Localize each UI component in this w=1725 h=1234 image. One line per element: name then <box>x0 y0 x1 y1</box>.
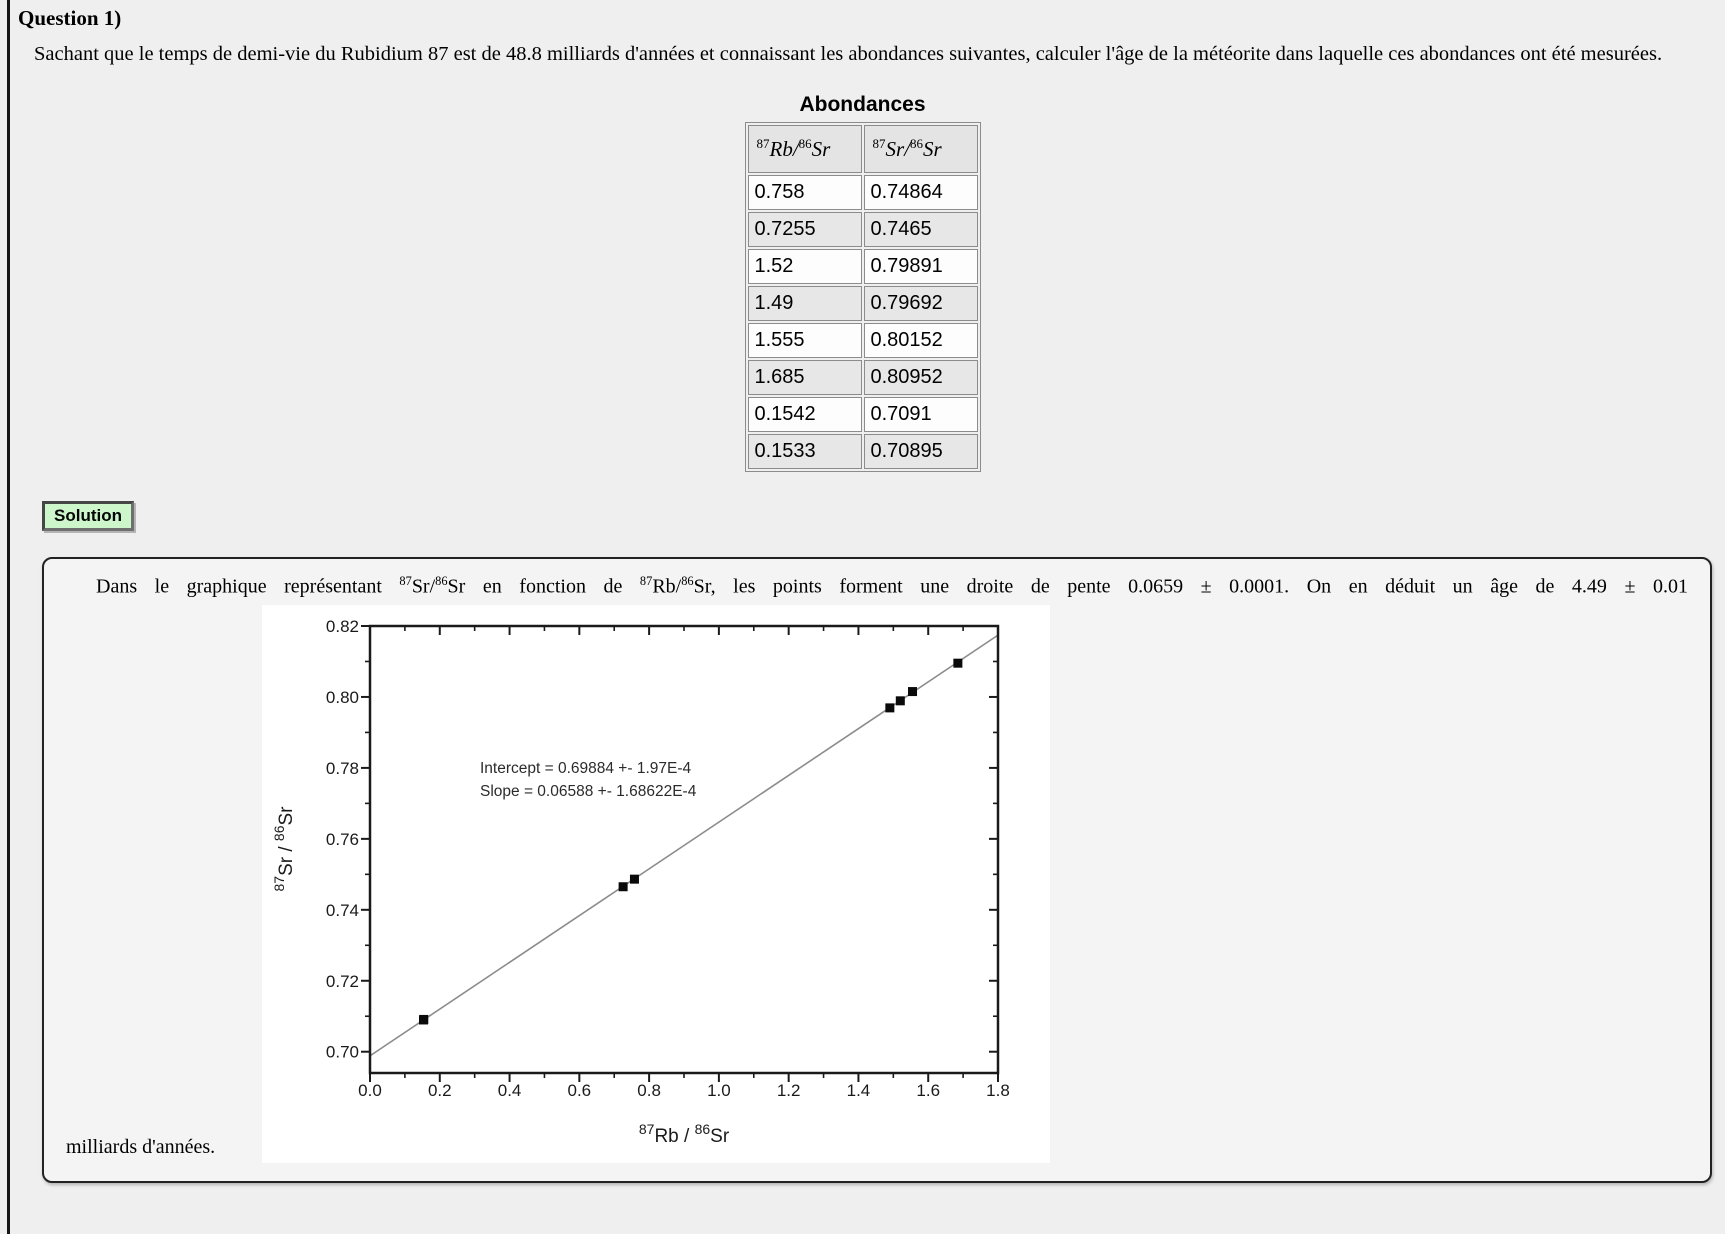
cell-rb: 0.7255 <box>748 212 862 247</box>
svg-text:Slope = 0.06588 +- 1.68622E-4: Slope = 0.06588 +- 1.68622E-4 <box>480 782 697 800</box>
question-text: Sachant que le temps de demi-vie du Rubidium 87 est de 48.8 milliards d'années et connaissant les abondances suivantes, calculer l'âge de la météorite dans laquelle ces abondances ont été mesurées. <box>34 43 1663 65</box>
table-row <box>748 360 978 395</box>
svg-text:0.0: 0.0 <box>358 1080 382 1100</box>
svg-text:87Rb / 86Sr: 87Rb / 86Sr <box>638 1120 730 1147</box>
svg-text:1.8: 1.8 <box>986 1080 1010 1100</box>
svg-text:0.8: 0.8 <box>637 1080 661 1100</box>
col-header-sr86sr: $^{87}$Sr/$^{86}$Sr <box>864 125 978 173</box>
cell-sr: 0.70895 <box>864 434 978 469</box>
solution-panel <box>42 557 1712 1183</box>
svg-text:1.2: 1.2 <box>776 1080 801 1100</box>
col-header-rb86sr: $^{87}$Rb/$^{86}$Sr <box>748 125 862 173</box>
question-title: Question 1) <box>18 6 122 30</box>
svg-text:0.78: 0.78 <box>325 758 359 778</box>
svg-text:0.4: 0.4 <box>497 1080 522 1100</box>
cell-sr: 0.79692 <box>864 286 978 321</box>
svg-text:87Sr / 86Sr: 87Sr / 86Sr <box>271 806 297 892</box>
abundances-table <box>745 122 981 472</box>
isochron-chart-svg <box>262 605 1050 1163</box>
solution-text-tail: milliards d'années. <box>66 1135 216 1158</box>
cell-rb: 1.685 <box>748 360 862 395</box>
svg-text:1.6: 1.6 <box>916 1080 941 1100</box>
abundances-title: Abondances <box>799 93 926 116</box>
cell-sr: 0.79891 <box>864 249 978 284</box>
solution-button[interactable]: Solution <box>42 501 134 531</box>
table-row <box>748 212 978 247</box>
cell-rb: 1.49 <box>748 286 862 321</box>
svg-text:0.80: 0.80 <box>325 687 359 707</box>
cell-sr: 0.74864 <box>864 175 978 210</box>
table-row <box>748 434 978 469</box>
svg-text:0.72: 0.72 <box>325 971 359 991</box>
solution-text: Dans le graphique représentant $^{87}$Sr/$^{86}$Sr en fonction de $^{87}$Rb/$^{86}$Sr, les points forment une droite de pente 0.0659 ± 0.0001. On en déduit un âge de 4.49 ± 0.01 <box>96 574 1688 598</box>
svg-text:0.70: 0.70 <box>325 1042 359 1062</box>
svg-text:Intercept = 0.69884 +- 1.97E-4: Intercept = 0.69884 +- 1.97E-4 <box>480 759 692 777</box>
table-row <box>748 249 978 284</box>
table-row <box>748 323 978 358</box>
table-header-row <box>748 125 978 173</box>
left-border-line <box>7 0 10 1234</box>
cell-rb: 1.52 <box>748 249 862 284</box>
cell-rb: 0.1542 <box>748 397 862 432</box>
svg-text:0.82: 0.82 <box>325 616 359 636</box>
svg-text:1.4: 1.4 <box>846 1080 871 1100</box>
table-row <box>748 175 978 210</box>
cell-sr: 0.80152 <box>864 323 978 358</box>
svg-text:0.2: 0.2 <box>427 1080 452 1100</box>
solution-chart-row <box>66 605 1688 1163</box>
table-row <box>748 286 978 321</box>
svg-text:0.76: 0.76 <box>325 829 359 849</box>
cell-rb: 1.555 <box>748 323 862 358</box>
cell-rb: 0.1533 <box>748 434 862 469</box>
svg-text:0.74: 0.74 <box>325 900 359 920</box>
cell-rb: 0.758 <box>748 175 862 210</box>
svg-text:1.0: 1.0 <box>707 1080 731 1100</box>
table-row <box>748 397 978 432</box>
svg-text:0.6: 0.6 <box>567 1080 592 1100</box>
cell-sr: 0.7465 <box>864 212 978 247</box>
cell-sr: 0.7091 <box>864 397 978 432</box>
isochron-chart <box>262 605 1050 1163</box>
cell-sr: 0.80952 <box>864 360 978 395</box>
